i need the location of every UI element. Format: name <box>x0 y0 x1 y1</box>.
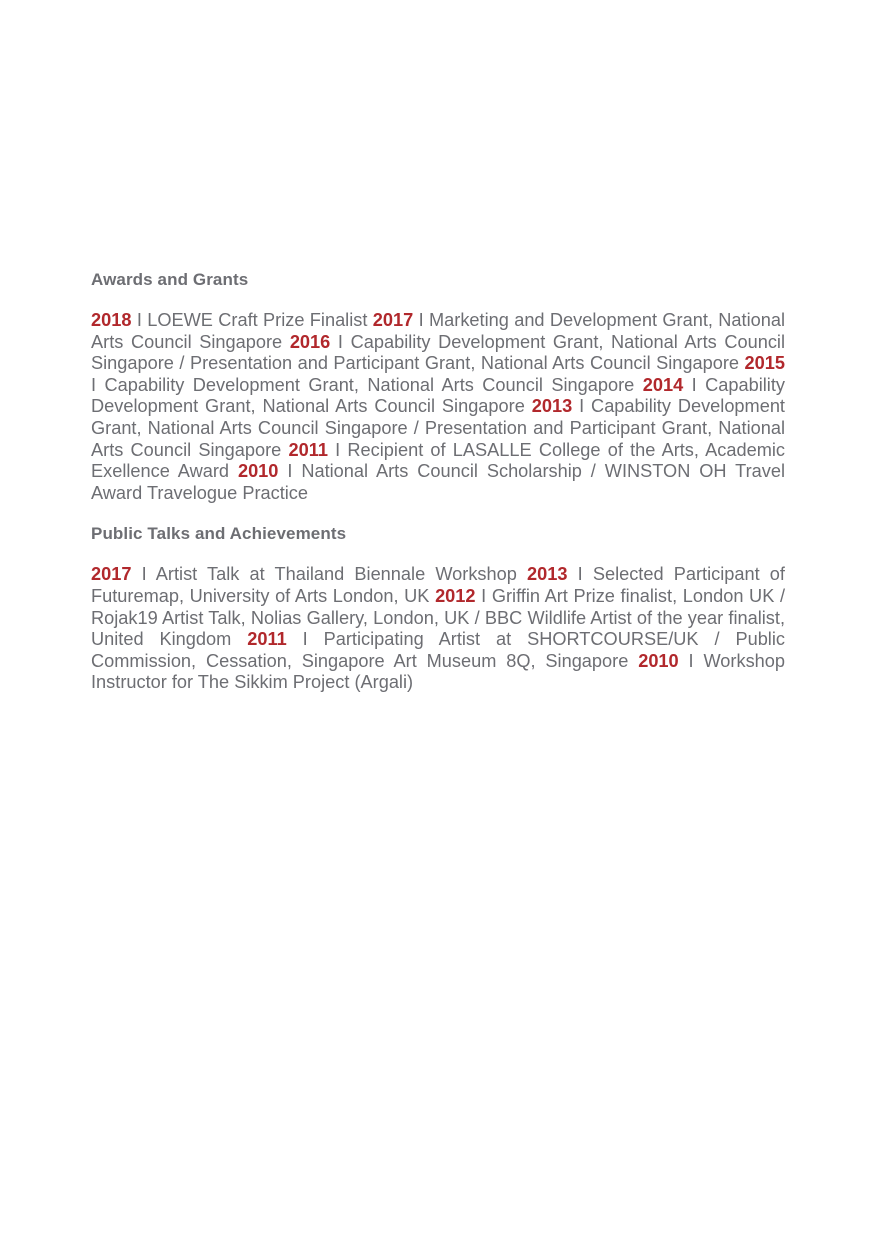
entry-year: 2013 <box>531 396 573 417</box>
awards-section <box>91 268 785 504</box>
awards-paragraph <box>91 310 785 504</box>
entry-text: I Capability Development Grant, National Arts Council Singapore / Presentation and Participant Grant, National Arts Council Singapore <box>91 331 786 374</box>
talks-section <box>91 522 785 694</box>
entry-text: I Artist Talk at Thailand Biennale Workshop <box>141 564 517 585</box>
entry-year: 2012 <box>435 585 476 606</box>
entry-text: I Recipient of LASALLE College of the Arts, Academic Exellence Award <box>91 439 785 482</box>
entry-year: 2018 <box>91 310 132 330</box>
talks-paragraph <box>91 564 785 694</box>
entry-year: 2015 <box>744 353 785 374</box>
entry-text: I Participating Artist at SHORTCOURSE/UK / Public Commission, Cessation, Singapore Art Museum 8Q, Singapore <box>91 629 785 671</box>
entry-text: I Capability Development Grant, National Arts Council Singapore <box>91 374 635 395</box>
entry-year: 2016 <box>289 331 331 352</box>
entry-text: I LOEWE Craft Prize Finalist <box>136 310 368 330</box>
entry-text: I Capability Development Grant, National Arts Council Singapore <box>91 374 785 417</box>
entry-text: I Workshop Instructor for The Sikkim Project (Argali) <box>91 650 786 693</box>
entry-year: 2017 <box>372 310 414 330</box>
entry-text: I National Arts Council Scholarship / WINSTON OH Travel Award Travelogue Practice <box>91 461 785 503</box>
entry-text: I Marketing and Development Grant, National Arts Council Singapore <box>91 310 786 352</box>
document-page <box>91 268 785 694</box>
entry-year: 2010 <box>638 650 679 671</box>
entry-year: 2013 <box>527 564 568 585</box>
section-heading-awards: Awards and Grants <box>91 270 249 289</box>
entry-year: 2014 <box>642 374 684 395</box>
section-heading-talks: Public Talks and Achievements <box>91 524 347 544</box>
entry-text: I Capability Development Grant, National Arts Council Singapore / Presentation and Participant Grant, National Arts Council Singapore <box>91 396 785 460</box>
entry-text: I Griffin Art Prize finalist, London UK / Rojak19 Artist Talk, Nolias Gallery, London, UK / BBC Wildlife Artist of the year finalist, United Kingdom <box>91 585 785 650</box>
entry-year: 2011 <box>288 439 328 460</box>
entry-text: I Selected Participant of Futuremap, University of Arts London, UK <box>91 564 785 606</box>
entry-year: 2010 <box>237 461 279 482</box>
entry-year: 2017 <box>91 564 132 585</box>
entry-year: 2011 <box>247 629 287 650</box>
